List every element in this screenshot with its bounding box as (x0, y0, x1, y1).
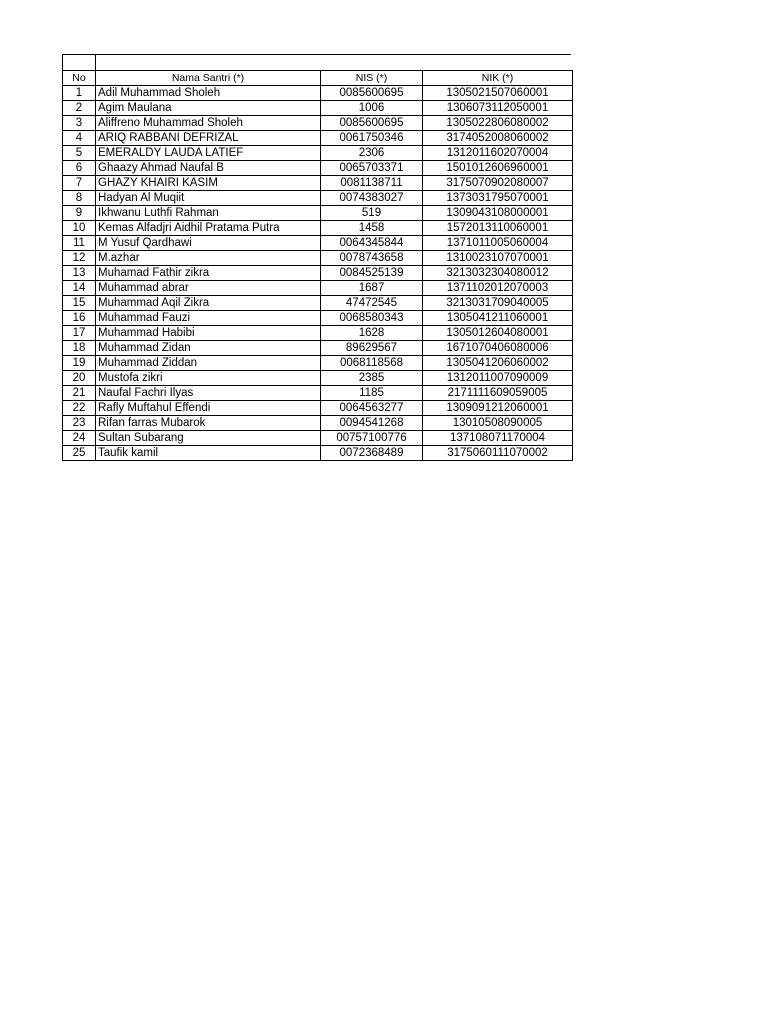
cell-no: 22 (63, 401, 96, 416)
cell-nis: 0084525139 (321, 266, 423, 281)
cell-nik: 1310023107070001 (423, 251, 573, 266)
cell-nik: 1572013110060001 (423, 221, 573, 236)
cell-nis: 2385 (321, 371, 423, 386)
cell-name: Ikhwanu Luthfi Rahman (96, 206, 321, 221)
cell-name: Mustofa zikri (96, 371, 321, 386)
cell-nis: 47472545 (321, 296, 423, 311)
cell-nik: 1309091212060001 (423, 401, 573, 416)
cell-no: 14 (63, 281, 96, 296)
cell-name: Rifan farras Mubarok (96, 416, 321, 431)
cell-name: M.azhar (96, 251, 321, 266)
table-row (63, 251, 573, 266)
table-row (63, 221, 573, 236)
cell-no: 11 (63, 236, 96, 251)
cell-nik: 1306073112050001 (423, 101, 573, 116)
cell-nis: 0068118568 (321, 356, 423, 371)
cell-name: Muhamad Fathir zikra (96, 266, 321, 281)
cell-no: 24 (63, 431, 96, 446)
cell-no: 4 (63, 131, 96, 146)
cell-nik: 13010508090005 (423, 416, 573, 431)
cell-nik: 1312011007090009 (423, 371, 573, 386)
blank-cell (62, 54, 95, 70)
cell-nis: 0085600695 (321, 86, 423, 101)
cell-nik: 1373031795070001 (423, 191, 573, 206)
cell-nis: 519 (321, 206, 423, 221)
header-nis: NIS (*) (321, 71, 423, 86)
cell-nik: 1305041211060001 (423, 311, 573, 326)
table-row (63, 296, 573, 311)
cell-no: 19 (63, 356, 96, 371)
cell-no: 13 (63, 266, 96, 281)
cell-name: Aliffreno Muhammad Sholeh (96, 116, 321, 131)
cell-name: Muhammad Ziddan (96, 356, 321, 371)
cell-name: EMERALDY LAUDA LATIEF (96, 146, 321, 161)
cell-name: Hadyan Al Muqiit (96, 191, 321, 206)
table-row (63, 356, 573, 371)
table-row (63, 116, 573, 131)
cell-nis: 1687 (321, 281, 423, 296)
cell-nis: 0068580343 (321, 311, 423, 326)
cell-nik: 1309043108000001 (423, 206, 573, 221)
cell-nis: 1458 (321, 221, 423, 236)
blank-top-row (62, 54, 573, 70)
cell-nik: 1371102012070003 (423, 281, 573, 296)
cell-name: M Yusuf Qardhawi (96, 236, 321, 251)
cell-nis: 1628 (321, 326, 423, 341)
table-row (63, 206, 573, 221)
cell-no: 25 (63, 446, 96, 461)
cell-name: Ghaazy Ahmad Naufal B (96, 161, 321, 176)
cell-nis: 0064563277 (321, 401, 423, 416)
cell-nik: 2171111609059005 (423, 386, 573, 401)
cell-nis: 0064345844 (321, 236, 423, 251)
student-table (62, 70, 573, 461)
cell-no: 5 (63, 146, 96, 161)
cell-name: Muhammad Fauzi (96, 311, 321, 326)
cell-nik: 3213032304080012 (423, 266, 573, 281)
cell-nik: 3213031709040005 (423, 296, 573, 311)
table-row (63, 401, 573, 416)
cell-nik: 137108071170004 (423, 431, 573, 446)
table-row (63, 371, 573, 386)
cell-nik: 3174052008060002 (423, 131, 573, 146)
cell-name: Agim Maulana (96, 101, 321, 116)
table-row (63, 386, 573, 401)
table-row (63, 146, 573, 161)
cell-no: 7 (63, 176, 96, 191)
table-row (63, 176, 573, 191)
cell-nis: 2306 (321, 146, 423, 161)
cell-name: Rafly Muftahul Effendi (96, 401, 321, 416)
cell-no: 15 (63, 296, 96, 311)
cell-no: 8 (63, 191, 96, 206)
cell-nik: 1305041206060002 (423, 356, 573, 371)
cell-no: 9 (63, 206, 96, 221)
cell-nik: 1671070406080006 (423, 341, 573, 356)
cell-no: 21 (63, 386, 96, 401)
cell-nis: 0081138711 (321, 176, 423, 191)
cell-nis: 89629567 (321, 341, 423, 356)
cell-name: GHAZY KHAIRI KASIM (96, 176, 321, 191)
cell-no: 20 (63, 371, 96, 386)
header-nik: NIK (*) (423, 71, 573, 86)
header-no: No (63, 71, 96, 86)
cell-nis: 1006 (321, 101, 423, 116)
cell-no: 12 (63, 251, 96, 266)
cell-nik: 1305022806080002 (423, 116, 573, 131)
cell-nis: 00757100776 (321, 431, 423, 446)
cell-no: 10 (63, 221, 96, 236)
cell-name: Kemas Alfadjri Aidhil Pratama Putra (96, 221, 321, 236)
cell-nik: 1305012604080001 (423, 326, 573, 341)
table-row (63, 236, 573, 251)
cell-nis: 0061750346 (321, 131, 423, 146)
cell-name: Sultan Subarang (96, 431, 321, 446)
table-row (63, 326, 573, 341)
table-row (63, 281, 573, 296)
table-row (63, 446, 573, 461)
table-row (63, 101, 573, 116)
table-row (63, 266, 573, 281)
table-row (63, 86, 573, 101)
cell-no: 16 (63, 311, 96, 326)
cell-nis: 0072368489 (321, 446, 423, 461)
table-row (63, 161, 573, 176)
cell-name: Adil Muhammad Sholeh (96, 86, 321, 101)
cell-nik: 3175070902080007 (423, 176, 573, 191)
cell-no: 17 (63, 326, 96, 341)
cell-nis: 0085600695 (321, 116, 423, 131)
cell-no: 18 (63, 341, 96, 356)
table-row (63, 131, 573, 146)
cell-name: Naufal Fachri Ilyas (96, 386, 321, 401)
spreadsheet (62, 54, 573, 461)
cell-nis: 0078743658 (321, 251, 423, 266)
blank-merged-cell (95, 54, 571, 70)
cell-no: 3 (63, 116, 96, 131)
cell-nik: 1371011005060004 (423, 236, 573, 251)
cell-name: Muhammad abrar (96, 281, 321, 296)
cell-no: 2 (63, 101, 96, 116)
cell-no: 23 (63, 416, 96, 431)
cell-name: Muhammad Aqil Zikra (96, 296, 321, 311)
cell-nis: 0094541268 (321, 416, 423, 431)
header-row (63, 71, 573, 86)
cell-nis: 1185 (321, 386, 423, 401)
cell-name: Muhammad Habibi (96, 326, 321, 341)
table-row (63, 311, 573, 326)
cell-no: 1 (63, 86, 96, 101)
table-row (63, 341, 573, 356)
cell-nis: 0065703371 (321, 161, 423, 176)
table-row (63, 431, 573, 446)
cell-nik: 1501012606960001 (423, 161, 573, 176)
cell-name: Taufik kamil (96, 446, 321, 461)
table-row (63, 191, 573, 206)
cell-nik: 1312011602070004 (423, 146, 573, 161)
cell-name: Muhammad Zidan (96, 341, 321, 356)
cell-nik: 1305021507060001 (423, 86, 573, 101)
cell-nik: 3175060111070002 (423, 446, 573, 461)
cell-no: 6 (63, 161, 96, 176)
table-row (63, 416, 573, 431)
cell-name: ARIQ RABBANI DEFRIZAL (96, 131, 321, 146)
header-name: Nama Santri (*) (96, 71, 321, 86)
cell-nis: 0074383027 (321, 191, 423, 206)
table-body (63, 86, 573, 461)
